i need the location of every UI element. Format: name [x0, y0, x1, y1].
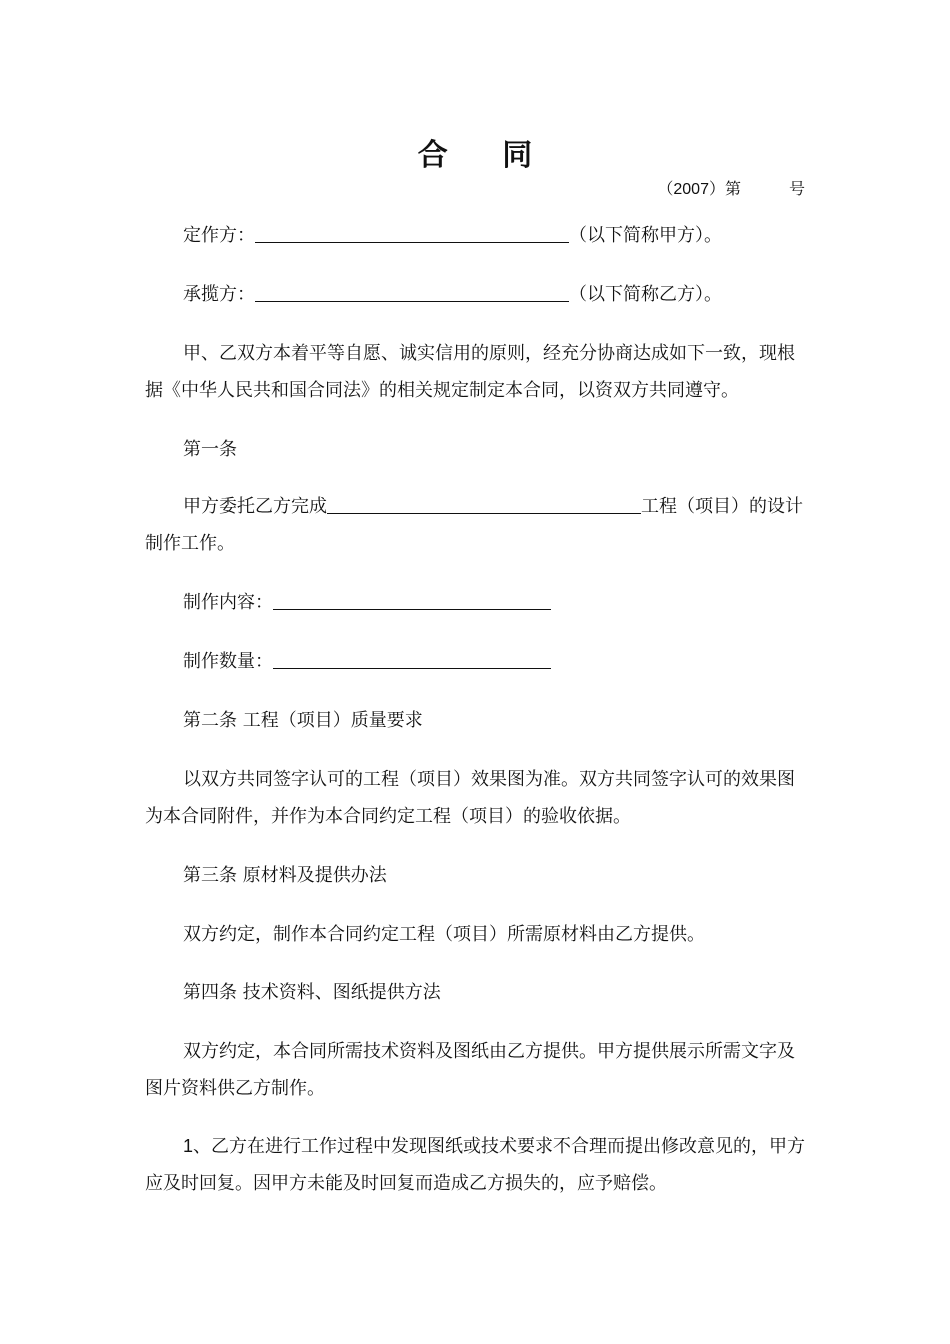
article-1-text-before: 甲方委托乙方完成	[183, 496, 327, 517]
article-4-item-1-number: 1	[183, 1136, 194, 1156]
document-number-year: （2007）第	[657, 181, 741, 198]
party-a-label: 定作方：	[183, 225, 255, 246]
article-1-heading: 第一条	[183, 439, 237, 460]
document-number	[657, 176, 805, 199]
party-b-note: （以下简称乙方）。	[569, 284, 722, 305]
document-title: 合 同	[417, 138, 555, 173]
quantity-blank[interactable]	[273, 646, 551, 669]
article-3-heading: 第三条 原材料及提供办法	[183, 865, 387, 886]
document-number-suffix: 号	[788, 181, 805, 198]
article-4-heading: 第四条 技术资料、图纸提供方法	[183, 982, 441, 1003]
content-blank[interactable]	[273, 587, 551, 610]
quantity-line	[145, 643, 807, 680]
article-1-text-after: 工程（项目）的设计制作工作。	[145, 496, 803, 554]
party-b-label: 承揽方：	[183, 284, 255, 305]
party-a-note: （以下简称甲方）。	[569, 225, 722, 246]
project-name-blank[interactable]	[327, 491, 641, 514]
article-4-item-1-text: 、乙方在进行工作过程中发现图纸或技术要求不合理而提出修改意见的，甲方应及时回复。因甲方未能及时回复而造成乙方损失的，应予赔偿。	[145, 1136, 806, 1194]
party-b-line	[145, 276, 807, 313]
article-3-text: 双方约定，制作本合同约定工程（项目）所需原材料由乙方提供。	[183, 924, 705, 945]
party-b-blank[interactable]	[255, 279, 569, 302]
article-4-item-1	[145, 1128, 807, 1202]
quantity-label: 制作数量：	[183, 651, 273, 672]
intro-paragraph: 甲、乙双方本着平等自愿、诚实信用的原则，经充分协商达成如下一致，现根据《中华人民共和国合同法》的相关规定制定本合同，以资双方共同遵守。	[145, 343, 795, 401]
content-line	[145, 584, 807, 621]
party-a-line	[145, 217, 807, 254]
article-1-text	[145, 488, 807, 562]
party-a-blank[interactable]	[255, 220, 569, 243]
article-4-text: 双方约定，本合同所需技术资料及图纸由乙方提供。甲方提供展示所需文字及图片资料供乙方制作。	[145, 1041, 795, 1099]
article-2-heading: 第二条 工程（项目）质量要求	[183, 710, 423, 731]
content-label: 制作内容：	[183, 592, 273, 613]
article-2-text: 以双方共同签字认可的工程（项目）效果图为准。双方共同签字认可的效果图为本合同附件，并作为本合同约定工程（项目）的验收依据。	[145, 769, 795, 827]
